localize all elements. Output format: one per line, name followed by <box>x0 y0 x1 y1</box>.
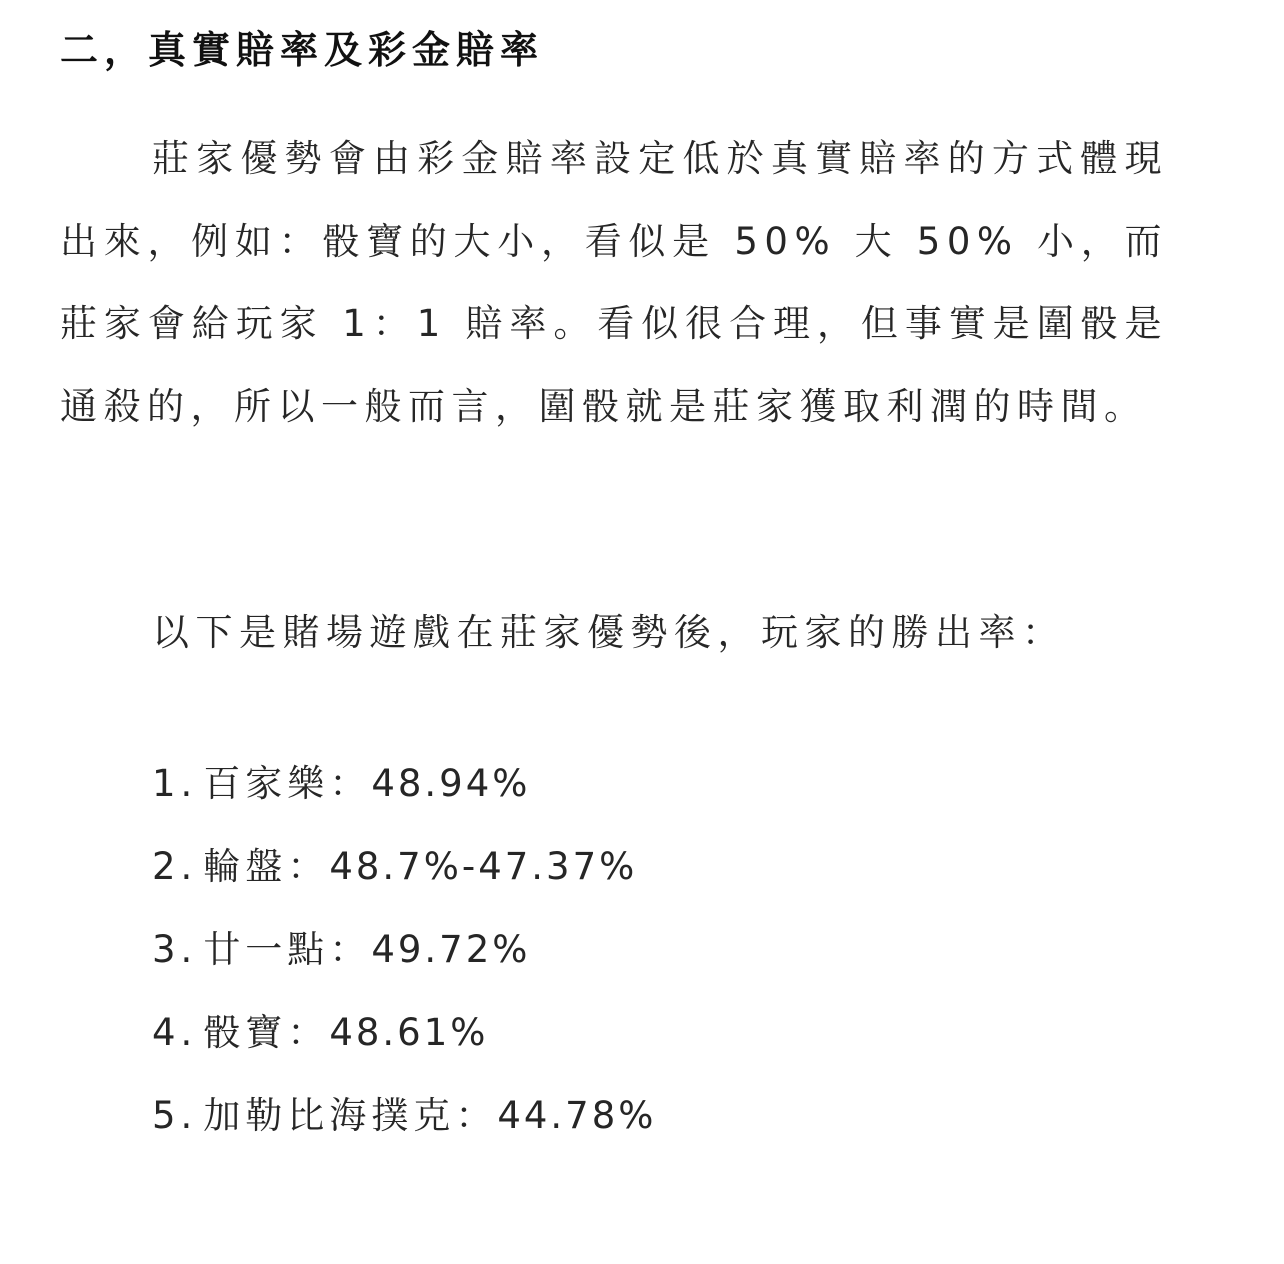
win-rate: 48.94% <box>371 762 531 805</box>
win-rate: 48.7%-47.37% <box>329 845 638 888</box>
game-name: 廿一點 <box>203 928 330 971</box>
item-number: 5. <box>152 1094 198 1137</box>
section-heading: 二，真實賠率及彩金賠率 <box>60 28 545 72</box>
win-rate: 44.78% <box>497 1094 657 1137</box>
game-name: 輪盤 <box>203 845 288 888</box>
game-name: 百家樂 <box>203 762 330 805</box>
list-item <box>152 1074 656 1157</box>
separator: ： <box>287 845 330 888</box>
list-item <box>152 908 656 991</box>
list-item <box>152 742 656 825</box>
separator: ： <box>329 762 372 805</box>
win-rate: 48.61% <box>329 1011 489 1054</box>
win-rate-list <box>152 742 656 1157</box>
separator: ： <box>287 1011 330 1054</box>
body-paragraph: 莊家優勢會由彩金賠率設定低於真實賠率的方式體現出來，例如：骰寶的大小，看似是 50% 大 50% 小，而莊家會給玩家 1：1 賠率。看似很合理，但事實是圍骰是通殺的，所以一般而言，圍骰就是莊家獲取利潤的時間。 <box>60 137 1168 428</box>
item-number: 1. <box>152 762 198 805</box>
list-item <box>152 991 656 1074</box>
separator: ： <box>455 1094 498 1137</box>
item-number: 4. <box>152 1011 198 1054</box>
list-item <box>152 825 656 908</box>
intro-line: 以下是賭場遊戲在莊家優勢後，玩家的勝出率： <box>152 611 1066 654</box>
game-name: 加勒比海撲克 <box>203 1094 456 1137</box>
separator: ： <box>329 928 372 971</box>
win-rate: 49.72% <box>371 928 531 971</box>
game-name: 骰寶 <box>203 1011 288 1054</box>
item-number: 3. <box>152 928 198 971</box>
item-number: 2. <box>152 845 198 888</box>
